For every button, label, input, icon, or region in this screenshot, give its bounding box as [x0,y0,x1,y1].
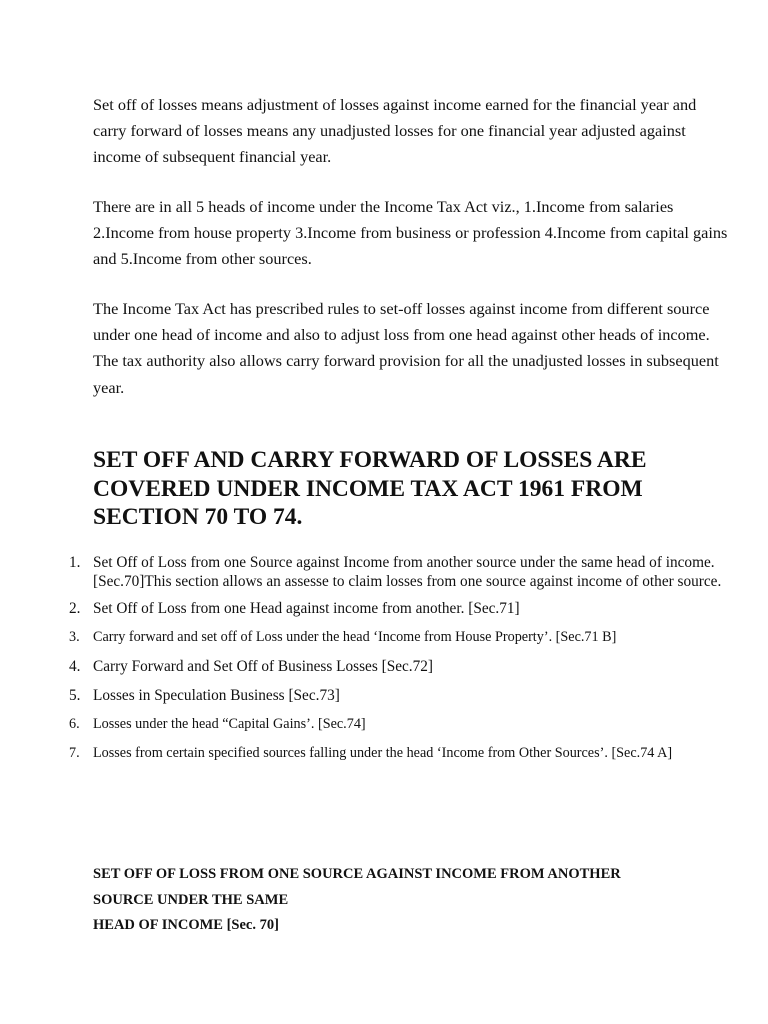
list-item-text: Set Off of Loss from one Source against Income from another source under the same head of income.[Sec.70]This section allows an assesse to claim losses from one source against income of other source. [93,554,722,590]
list-item-number: 1. [69,554,81,571]
subsection-heading-line: HEAD OF INCOME [Sec. 70] [93,917,279,933]
list-item-number: 6. [69,716,80,732]
list-item [0,715,768,734]
list-item-text: Losses under the head “Capital Gains’. [Sec.74] [93,716,366,732]
list-item [0,686,768,705]
list-item-number: 4. [69,658,81,675]
list-item [0,657,768,676]
list-item-number: 3. [69,629,80,645]
list-item-text: Set Off of Loss from one Head against income from another. [Sec.71] [93,600,520,617]
list-item-number: 5. [69,687,81,704]
list-item-text: Losses in Speculation Business [Sec.73] [93,687,340,704]
rules-paragraph: The Income Tax Act has prescribed rules to set-off losses against income from different source under one head of income and also to adjust loss from one head against other heads of income. The tax authority also allows carry forward provision for all the unadjusted losses in subsequent year. [93,299,719,397]
list-item-text: Losses from certain specified sources falling under the head ‘Income from Other Sources’. [Sec.74 A] [93,745,673,761]
list-item [0,628,768,647]
sections-list [0,553,768,773]
subsection-heading [93,862,733,939]
subsection-heading-line: SET OFF OF LOSS FROM ONE SOURCE AGAINST INCOME FROM ANOTHER [93,866,621,882]
intro-paragraph: Set off of losses means adjustment of losses against income earned for the financial year and carry forward of losses means any unadjusted losses for one financial year adjusted against income of subsequent financial year. [93,95,697,167]
list-item-number: 2. [69,600,81,617]
list-item-number: 7. [69,745,80,761]
list-item [0,553,768,591]
list-item-text: Carry Forward and Set Off of Business Losses [Sec.72] [93,658,434,675]
subsection-heading-line: SOURCE UNDER THE SAME [93,891,289,908]
list-item [0,744,768,763]
list-item-text: Carry forward and set off of Loss under the head ‘Income from House Property’. [Sec.71 B] [93,629,617,645]
list-item [0,599,768,618]
heads-of-income-paragraph: There are in all 5 heads of income under the Income Tax Act viz., 1.Income from salaries 2.Income from house property 3.Income from business or profession 4.Income from capital gains and 5.Income from other sources. [93,197,728,269]
section-heading: SET OFF AND CARRY FORWARD OF LOSSES ARE COVERED UNDER INCOME TAX ACT 1961 FROM SECTION 70 TO 74. [93,447,647,530]
